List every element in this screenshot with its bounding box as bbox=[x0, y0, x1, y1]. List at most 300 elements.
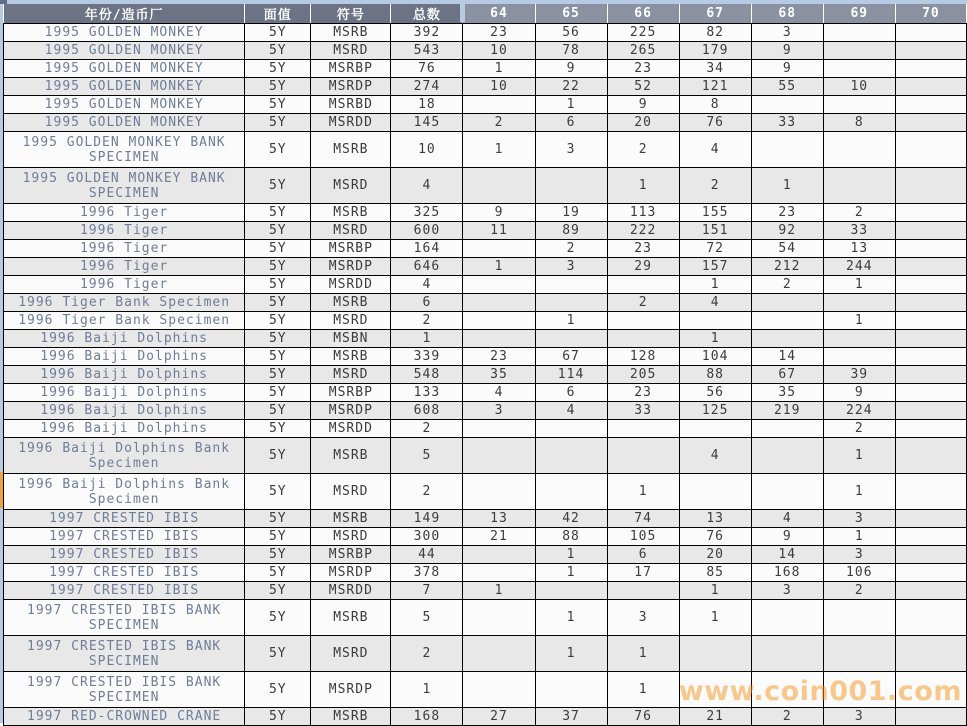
symbol-cell: MSRB bbox=[311, 438, 391, 474]
grade-68-cell: 9 bbox=[751, 42, 823, 60]
grade-66-cell: 265 bbox=[607, 42, 679, 60]
symbol-cell: MSRB bbox=[311, 510, 391, 528]
grade-67-cell: 4 bbox=[679, 438, 751, 474]
total-cell: 18 bbox=[391, 96, 463, 114]
table-header-row bbox=[4, 4, 967, 24]
col-header-grade-66: 66 bbox=[607, 4, 679, 24]
symbol-cell: MSRD bbox=[311, 636, 391, 672]
year-mint-cell: 1997 CRESTED IBIS BANK SPECIMEN bbox=[4, 600, 245, 636]
symbol-cell: MSRBP bbox=[311, 240, 391, 258]
table-row bbox=[4, 240, 967, 258]
grade-69-cell bbox=[823, 294, 895, 312]
grade-65-cell: 42 bbox=[535, 510, 607, 528]
grade-69-cell: 39 bbox=[823, 366, 895, 384]
grade-64-cell bbox=[463, 420, 535, 438]
denomination-cell: 5Y bbox=[245, 132, 311, 168]
grade-69-cell: 2 bbox=[823, 420, 895, 438]
symbol-cell: MSRB bbox=[311, 708, 391, 726]
grade-69-cell bbox=[823, 96, 895, 114]
symbol-cell: MSRD bbox=[311, 222, 391, 240]
grade-65-cell: 1 bbox=[535, 96, 607, 114]
symbol-cell: MSRDD bbox=[311, 582, 391, 600]
grade-68-cell bbox=[751, 294, 823, 312]
table-row bbox=[4, 24, 967, 42]
grade-66-cell: 74 bbox=[607, 510, 679, 528]
table-row bbox=[4, 582, 967, 600]
symbol-cell: MSRD bbox=[311, 366, 391, 384]
grade-69-cell: 3 bbox=[823, 510, 895, 528]
grade-68-cell: 3 bbox=[751, 24, 823, 42]
denomination-cell: 5Y bbox=[245, 258, 311, 276]
year-mint-cell: 1995 GOLDEN MONKEY BANK SPECIMEN bbox=[4, 168, 245, 204]
denomination-cell: 5Y bbox=[245, 384, 311, 402]
grade-70-cell bbox=[895, 636, 966, 672]
grade-69-cell: 9 bbox=[823, 384, 895, 402]
year-mint-cell: 1997 CRESTED IBIS bbox=[4, 510, 245, 528]
total-cell: 5 bbox=[391, 438, 463, 474]
grade-69-cell: 106 bbox=[823, 564, 895, 582]
grade-67-cell: 85 bbox=[679, 564, 751, 582]
grade-69-cell: 13 bbox=[823, 240, 895, 258]
grade-66-cell: 222 bbox=[607, 222, 679, 240]
total-cell: 325 bbox=[391, 204, 463, 222]
year-mint-cell: 1996 Baiji Dolphins bbox=[4, 330, 245, 348]
frozen-pane-divider bbox=[460, 4, 465, 22]
grade-65-cell: 1 bbox=[535, 546, 607, 564]
grade-70-cell bbox=[895, 474, 966, 510]
grade-68-cell: 2 bbox=[751, 276, 823, 294]
grade-66-cell bbox=[607, 330, 679, 348]
grade-67-cell bbox=[679, 420, 751, 438]
denomination-cell: 5Y bbox=[245, 114, 311, 132]
denomination-cell: 5Y bbox=[245, 510, 311, 528]
grade-70-cell bbox=[895, 258, 966, 276]
grade-69-cell bbox=[823, 168, 895, 204]
grade-70-cell bbox=[895, 294, 966, 312]
grade-70-cell bbox=[895, 438, 966, 474]
grade-64-cell bbox=[463, 240, 535, 258]
total-cell: 274 bbox=[391, 78, 463, 96]
grade-66-cell: 17 bbox=[607, 564, 679, 582]
grade-64-cell: 13 bbox=[463, 510, 535, 528]
grade-64-cell: 9 bbox=[463, 204, 535, 222]
grade-64-cell bbox=[463, 438, 535, 474]
grade-64-cell bbox=[463, 294, 535, 312]
denomination-cell: 5Y bbox=[245, 204, 311, 222]
grade-67-cell bbox=[679, 672, 751, 708]
grade-67-cell: 76 bbox=[679, 114, 751, 132]
grade-66-cell bbox=[607, 276, 679, 294]
total-cell: 76 bbox=[391, 60, 463, 78]
grade-67-cell bbox=[679, 636, 751, 672]
grade-70-cell bbox=[895, 60, 966, 78]
col-header-grade-69: 69 bbox=[823, 4, 895, 24]
grade-65-cell: 1 bbox=[535, 636, 607, 672]
grade-70-cell bbox=[895, 24, 966, 42]
grade-65-cell bbox=[535, 474, 607, 510]
table-row bbox=[4, 204, 967, 222]
grade-67-cell: 155 bbox=[679, 204, 751, 222]
grade-65-cell: 88 bbox=[535, 528, 607, 546]
table-row bbox=[4, 546, 967, 564]
grade-64-cell: 3 bbox=[463, 402, 535, 420]
symbol-cell: MSRD bbox=[311, 42, 391, 60]
year-mint-cell: 1996 Baiji Dolphins bbox=[4, 366, 245, 384]
year-mint-cell: 1997 CRESTED IBIS bbox=[4, 564, 245, 582]
grade-64-cell: 4 bbox=[463, 384, 535, 402]
year-mint-cell: 1997 CRESTED IBIS bbox=[4, 582, 245, 600]
grade-69-cell: 1 bbox=[823, 276, 895, 294]
col-header-symbol: 符号 bbox=[311, 4, 391, 24]
grade-66-cell: 20 bbox=[607, 114, 679, 132]
grade-70-cell bbox=[895, 132, 966, 168]
symbol-cell: MSBN bbox=[311, 330, 391, 348]
year-mint-cell: 1997 RED-CROWNED CRANE bbox=[4, 708, 245, 726]
row-highlight-marker bbox=[0, 472, 3, 508]
grade-64-cell: 35 bbox=[463, 366, 535, 384]
grade-66-cell: 23 bbox=[607, 60, 679, 78]
grade-68-cell: 4 bbox=[751, 510, 823, 528]
grade-68-cell: 168 bbox=[751, 564, 823, 582]
year-mint-cell: 1996 Baiji Dolphins Bank Specimen bbox=[4, 474, 245, 510]
grade-69-cell bbox=[823, 24, 895, 42]
col-header-grade-70: 70 bbox=[895, 4, 966, 24]
grade-67-cell: 13 bbox=[679, 510, 751, 528]
grade-65-cell: 19 bbox=[535, 204, 607, 222]
grade-65-cell bbox=[535, 330, 607, 348]
grade-65-cell: 6 bbox=[535, 114, 607, 132]
table-row bbox=[4, 528, 967, 546]
grade-68-cell: 9 bbox=[751, 528, 823, 546]
grade-64-cell bbox=[463, 96, 535, 114]
grade-65-cell: 114 bbox=[535, 366, 607, 384]
total-cell: 378 bbox=[391, 564, 463, 582]
grade-66-cell bbox=[607, 582, 679, 600]
grade-70-cell bbox=[895, 330, 966, 348]
grade-69-cell: 244 bbox=[823, 258, 895, 276]
total-cell: 2 bbox=[391, 312, 463, 330]
watermark: www.coin001.com bbox=[678, 676, 962, 707]
grade-66-cell: 23 bbox=[607, 240, 679, 258]
grade-64-cell bbox=[463, 600, 535, 636]
grade-69-cell: 8 bbox=[823, 114, 895, 132]
grade-66-cell bbox=[607, 438, 679, 474]
grade-68-cell: 55 bbox=[751, 78, 823, 96]
grade-67-cell: 1 bbox=[679, 276, 751, 294]
grade-69-cell: 2 bbox=[823, 204, 895, 222]
total-cell: 5 bbox=[391, 600, 463, 636]
grade-67-cell: 157 bbox=[679, 258, 751, 276]
grade-69-cell bbox=[823, 600, 895, 636]
denomination-cell: 5Y bbox=[245, 636, 311, 672]
table-row bbox=[4, 114, 967, 132]
symbol-cell: MSRB bbox=[311, 294, 391, 312]
denomination-cell: 5Y bbox=[245, 600, 311, 636]
year-mint-cell: 1996 Baiji Dolphins bbox=[4, 402, 245, 420]
grade-65-cell bbox=[535, 294, 607, 312]
year-mint-cell: 1997 CRESTED IBIS bbox=[4, 528, 245, 546]
grade-68-cell: 14 bbox=[751, 546, 823, 564]
grade-70-cell bbox=[895, 222, 966, 240]
grade-66-cell: 105 bbox=[607, 528, 679, 546]
table-row bbox=[4, 78, 967, 96]
grade-66-cell: 52 bbox=[607, 78, 679, 96]
table-row bbox=[4, 384, 967, 402]
grade-66-cell: 9 bbox=[607, 96, 679, 114]
grade-68-cell: 9 bbox=[751, 60, 823, 78]
grade-70-cell bbox=[895, 366, 966, 384]
table-row bbox=[4, 276, 967, 294]
grade-69-cell bbox=[823, 348, 895, 366]
denomination-cell: 5Y bbox=[245, 240, 311, 258]
grade-69-cell bbox=[823, 636, 895, 672]
symbol-cell: MSRB bbox=[311, 348, 391, 366]
grade-68-cell: 219 bbox=[751, 402, 823, 420]
grade-70-cell bbox=[895, 114, 966, 132]
grade-67-cell: 82 bbox=[679, 24, 751, 42]
col-header-year-mint: 年份/造币厂 bbox=[4, 4, 245, 24]
symbol-cell: MSRB bbox=[311, 24, 391, 42]
grade-66-cell: 2 bbox=[607, 132, 679, 168]
year-mint-cell: 1997 CRESTED IBIS BANK SPECIMEN bbox=[4, 672, 245, 708]
total-cell: 300 bbox=[391, 528, 463, 546]
year-mint-cell: 1995 GOLDEN MONKEY bbox=[4, 60, 245, 78]
grade-68-cell: 67 bbox=[751, 366, 823, 384]
year-mint-cell: 1995 GOLDEN MONKEY bbox=[4, 78, 245, 96]
grade-65-cell: 9 bbox=[535, 60, 607, 78]
table-row bbox=[4, 510, 967, 528]
grade-67-cell: 34 bbox=[679, 60, 751, 78]
grade-65-cell: 3 bbox=[535, 258, 607, 276]
symbol-cell: MSRD bbox=[311, 168, 391, 204]
grade-65-cell: 1 bbox=[535, 600, 607, 636]
total-cell: 600 bbox=[391, 222, 463, 240]
grade-67-cell: 121 bbox=[679, 78, 751, 96]
grade-69-cell: 1 bbox=[823, 528, 895, 546]
year-mint-cell: 1996 Tiger bbox=[4, 276, 245, 294]
table-row bbox=[4, 168, 967, 204]
grade-70-cell bbox=[895, 276, 966, 294]
grade-64-cell: 1 bbox=[463, 132, 535, 168]
symbol-cell: MSRDP bbox=[311, 258, 391, 276]
grade-66-cell: 225 bbox=[607, 24, 679, 42]
total-cell: 339 bbox=[391, 348, 463, 366]
grade-69-cell bbox=[823, 42, 895, 60]
table-row bbox=[4, 294, 967, 312]
col-header-grade-65: 65 bbox=[535, 4, 607, 24]
grade-70-cell bbox=[895, 168, 966, 204]
year-mint-cell: 1997 CRESTED IBIS BANK SPECIMEN bbox=[4, 636, 245, 672]
grade-69-cell: 1 bbox=[823, 474, 895, 510]
grade-67-cell: 125 bbox=[679, 402, 751, 420]
grade-67-cell: 76 bbox=[679, 528, 751, 546]
grade-64-cell bbox=[463, 330, 535, 348]
denomination-cell: 5Y bbox=[245, 672, 311, 708]
grade-68-cell bbox=[751, 600, 823, 636]
denomination-cell: 5Y bbox=[245, 474, 311, 510]
symbol-cell: MSRB bbox=[311, 600, 391, 636]
denomination-cell: 5Y bbox=[245, 546, 311, 564]
symbol-cell: MSRDP bbox=[311, 564, 391, 582]
grade-66-cell bbox=[607, 312, 679, 330]
grade-65-cell: 89 bbox=[535, 222, 607, 240]
year-mint-cell: 1996 Baiji Dolphins bbox=[4, 420, 245, 438]
table-row bbox=[4, 42, 967, 60]
grade-68-cell bbox=[751, 312, 823, 330]
grade-65-cell: 6 bbox=[535, 384, 607, 402]
grade-64-cell bbox=[463, 564, 535, 582]
grade-66-cell: 128 bbox=[607, 348, 679, 366]
grade-66-cell: 1 bbox=[607, 168, 679, 204]
symbol-cell: MSRDD bbox=[311, 420, 391, 438]
grade-68-cell: 54 bbox=[751, 240, 823, 258]
grade-70-cell bbox=[895, 204, 966, 222]
year-mint-cell: 1996 Tiger Bank Specimen bbox=[4, 312, 245, 330]
grade-67-cell: 20 bbox=[679, 546, 751, 564]
grade-64-cell bbox=[463, 312, 535, 330]
table-row bbox=[4, 348, 967, 366]
year-mint-cell: 1996 Tiger Bank Specimen bbox=[4, 294, 245, 312]
grade-68-cell bbox=[751, 330, 823, 348]
grade-67-cell: 1 bbox=[679, 330, 751, 348]
table-row bbox=[4, 438, 967, 474]
table-row bbox=[4, 330, 967, 348]
denomination-cell: 5Y bbox=[245, 708, 311, 726]
symbol-cell: MSRBD bbox=[311, 96, 391, 114]
symbol-cell: MSRD bbox=[311, 312, 391, 330]
total-cell: 2 bbox=[391, 474, 463, 510]
grade-69-cell: 10 bbox=[823, 78, 895, 96]
grade-66-cell: 1 bbox=[607, 474, 679, 510]
grade-70-cell bbox=[895, 510, 966, 528]
grade-68-cell: 23 bbox=[751, 204, 823, 222]
year-mint-cell: 1996 Baiji Dolphins bbox=[4, 348, 245, 366]
total-cell: 543 bbox=[391, 42, 463, 60]
grade-66-cell: 3 bbox=[607, 600, 679, 636]
grade-70-cell bbox=[895, 312, 966, 330]
grade-66-cell: 205 bbox=[607, 366, 679, 384]
total-cell: 7 bbox=[391, 582, 463, 600]
grade-68-cell bbox=[751, 132, 823, 168]
grade-70-cell bbox=[895, 96, 966, 114]
grade-70-cell bbox=[895, 420, 966, 438]
grade-64-cell: 27 bbox=[463, 708, 535, 726]
grade-64-cell bbox=[463, 636, 535, 672]
grade-70-cell bbox=[895, 402, 966, 420]
table-row bbox=[4, 222, 967, 240]
total-cell: 646 bbox=[391, 258, 463, 276]
grade-69-cell bbox=[823, 672, 895, 708]
total-cell: 44 bbox=[391, 546, 463, 564]
grade-66-cell: 1 bbox=[607, 636, 679, 672]
grade-65-cell: 3 bbox=[535, 132, 607, 168]
grade-69-cell: 3 bbox=[823, 546, 895, 564]
year-mint-cell: 1995 GOLDEN MONKEY bbox=[4, 24, 245, 42]
table-row bbox=[4, 672, 967, 708]
year-mint-cell: 1995 GOLDEN MONKEY bbox=[4, 42, 245, 60]
year-mint-cell: 1996 Baiji Dolphins bbox=[4, 384, 245, 402]
table-row bbox=[4, 132, 967, 168]
grade-64-cell: 1 bbox=[463, 258, 535, 276]
year-mint-cell: 1995 GOLDEN MONKEY BANK SPECIMEN bbox=[4, 132, 245, 168]
total-cell: 1 bbox=[391, 672, 463, 708]
total-cell: 10 bbox=[391, 132, 463, 168]
grade-65-cell: 22 bbox=[535, 78, 607, 96]
total-cell: 145 bbox=[391, 114, 463, 132]
year-mint-cell: 1997 CRESTED IBIS bbox=[4, 546, 245, 564]
denomination-cell: 5Y bbox=[245, 294, 311, 312]
grade-64-cell: 10 bbox=[463, 42, 535, 60]
grade-68-cell bbox=[751, 672, 823, 708]
grade-70-cell bbox=[895, 564, 966, 582]
grade-65-cell: 67 bbox=[535, 348, 607, 366]
grade-67-cell: 21 bbox=[679, 708, 751, 726]
grade-64-cell bbox=[463, 672, 535, 708]
year-mint-cell: 1995 GOLDEN MONKEY bbox=[4, 114, 245, 132]
grade-67-cell: 179 bbox=[679, 42, 751, 60]
grade-70-cell bbox=[895, 384, 966, 402]
grade-67-cell: 1 bbox=[679, 600, 751, 636]
grade-68-cell: 3 bbox=[751, 582, 823, 600]
symbol-cell: MSRB bbox=[311, 204, 391, 222]
grade-64-cell: 1 bbox=[463, 60, 535, 78]
grade-65-cell bbox=[535, 438, 607, 474]
grade-64-cell bbox=[463, 474, 535, 510]
table-row bbox=[4, 312, 967, 330]
total-cell: 6 bbox=[391, 294, 463, 312]
grade-65-cell: 4 bbox=[535, 402, 607, 420]
grade-67-cell: 1 bbox=[679, 582, 751, 600]
denomination-cell: 5Y bbox=[245, 276, 311, 294]
grade-66-cell bbox=[607, 420, 679, 438]
denomination-cell: 5Y bbox=[245, 312, 311, 330]
table-row bbox=[4, 564, 967, 582]
grade-65-cell: 37 bbox=[535, 708, 607, 726]
grade-68-cell: 35 bbox=[751, 384, 823, 402]
year-mint-cell: 1996 Tiger bbox=[4, 258, 245, 276]
denomination-cell: 5Y bbox=[245, 564, 311, 582]
total-cell: 392 bbox=[391, 24, 463, 42]
table-row bbox=[4, 96, 967, 114]
year-mint-cell: 1996 Tiger bbox=[4, 204, 245, 222]
grade-68-cell bbox=[751, 438, 823, 474]
table-row bbox=[4, 600, 967, 636]
year-mint-cell: 1996 Baiji Dolphins Bank Specimen bbox=[4, 438, 245, 474]
symbol-cell: MSRDD bbox=[311, 276, 391, 294]
grade-65-cell: 1 bbox=[535, 564, 607, 582]
grade-67-cell: 104 bbox=[679, 348, 751, 366]
total-cell: 164 bbox=[391, 240, 463, 258]
grade-70-cell bbox=[895, 78, 966, 96]
total-cell: 4 bbox=[391, 276, 463, 294]
denomination-cell: 5Y bbox=[245, 168, 311, 204]
grade-68-cell bbox=[751, 636, 823, 672]
grade-68-cell: 212 bbox=[751, 258, 823, 276]
grade-64-cell: 1 bbox=[463, 582, 535, 600]
total-cell: 149 bbox=[391, 510, 463, 528]
grade-69-cell: 2 bbox=[823, 582, 895, 600]
grade-67-cell: 4 bbox=[679, 132, 751, 168]
grade-70-cell bbox=[895, 582, 966, 600]
year-mint-cell: 1996 Tiger bbox=[4, 240, 245, 258]
denomination-cell: 5Y bbox=[245, 582, 311, 600]
total-cell: 548 bbox=[391, 366, 463, 384]
population-report-table bbox=[3, 4, 967, 726]
grade-69-cell bbox=[823, 330, 895, 348]
total-cell: 168 bbox=[391, 708, 463, 726]
grade-64-cell bbox=[463, 546, 535, 564]
grade-70-cell bbox=[895, 42, 966, 60]
